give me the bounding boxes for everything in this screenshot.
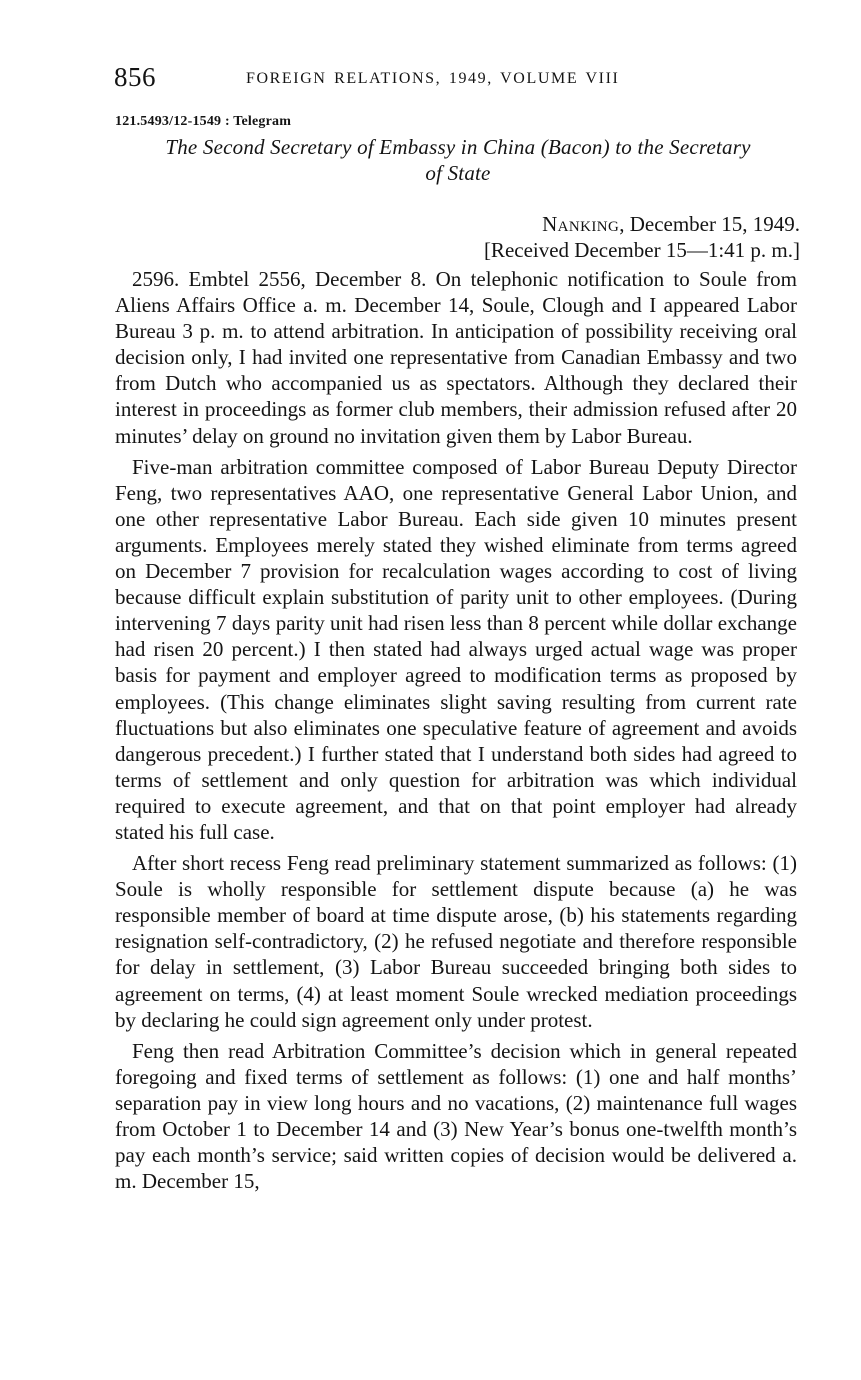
file-reference: 121.5493/12-1549 : Telegram [115,114,292,129]
heading-line-2: of State [425,161,491,185]
paragraph: 2596. Embtel 2556, December 8. On telephonic notification to Soule from Aliens Affairs Office a. m. December 14, Soule, Clough and I appeared Labor Bureau 3 p. m. to attend arbitration. In anticipation of possibility receiving oral decision only, I had invited one representative from Canadian Embassy and two from Dutch who accompanied us as spectators. Although they declared their interest in proceedings as former club members, their admission refused after 20 minutes’ delay on ground no invitation given them by Labor Bureau. [115,267,797,448]
paragraph: Feng then read Arbitration Committee’s decision which in general repeated foregoing and fixed terms of settlement as follows: (1) one and half months’ separation pay in view long hours and no vacations, (2) maintenance full wages from October 1 to December 14 and (3) New Year’s bonus one-twelfth month’s pay each month’s service; said written copies of decision would be delivered a. m. December 15, [115,1038,797,1194]
running-title: FOREIGN RELATIONS, 1949, VOLUME VIII [246,70,620,87]
heading-line-1: The Second Secretary of Embassy in China (Bacon) to the Secretary [165,135,751,159]
page-number: 856 [114,62,156,92]
dateline-date: , December 15, 1949. [619,212,800,236]
paragraph: After short recess Feng read preliminary statement summarized as follows: (1) Soule is wholly responsible for settlement dispute because (a) he was responsible member of board at time dispute arose, (b) his statements regarding resignation self-contradictory, (2) he refused negotiate and therefore responsible for delay in settlement, (3) Labor Bureau succeeded bringing both sides to agreement on terms, (4) at least moment Soule wrecked mediation proceedings by declaring he could sign agreement only under protest. [115,851,797,1032]
running-head [114,62,814,96]
telegram-body [115,266,797,1194]
dateline [542,210,800,238]
paragraph: Five-man arbitration committee composed of Labor Bureau Deputy Director Feng, two representatives AAO, one representative General Labor Union, and one other representative Labor Bureau. Each side given 10 minutes present arguments. Employees merely stated they wished eliminate from terms agreed on December 7 provision for recalculation wages according to cost of living because difficult explain substitution of parity unit to other employees. (During intervening 7 days parity unit had risen less than 8 percent while dollar exchange had risen 20 percent.) I then stated had always urged actual wage was proper basis for payment and employer agreed to modification terms as proposed by employees. (This change eliminates slight saving resulting from current rate fluctuations but also eliminates one speculative feature of agreement and avoids dangerous precedent.) I further stated that I understand both sides had agreed to terms of settlement and only question for arbitration was which individual required to execute agreement, and that on that point employer had already stated his full case. [115,454,797,844]
received-note: [Received December 15—1:41 p. m.] [483,238,800,262]
dateline-place: Nanking [542,212,620,236]
document-heading [113,134,803,186]
